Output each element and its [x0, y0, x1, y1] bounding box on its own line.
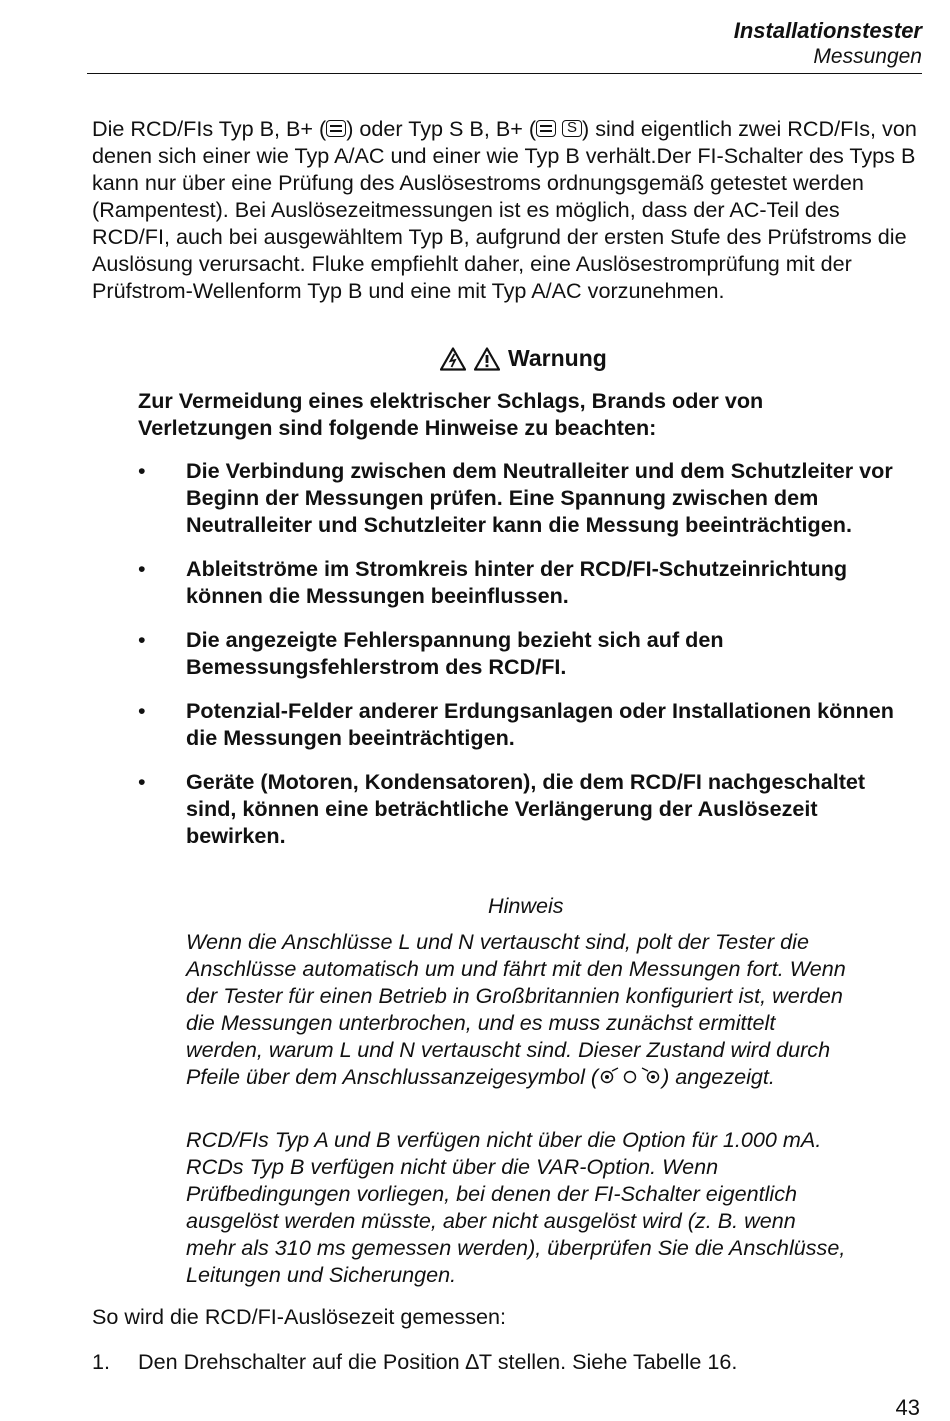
bullet: • — [138, 556, 146, 581]
note-paragraph-2: RCD/FIs Typ A und B verfügen nicht über die Option für 1.000 mA. RCDs Typ B verfügen nicht über die VAR-Option. Wenn Prüfbedingungen vorliegen, bei denen der FI-Schalter eigentlich ausgelöst werden müsste, aber nicht ausgelöst wird (z. B. wenn mehr als 310 ms gemessen werden), überprüfen Sie die Anschlüsse, Leitungen und Sicherungen. — [186, 1127, 846, 1287]
list-item — [138, 457, 898, 538]
dc-symbol-icon — [536, 120, 556, 137]
list-item — [138, 626, 898, 680]
bullet: • — [138, 769, 146, 794]
dc-symbol-icon — [326, 120, 346, 137]
warning-intro: Zur Vermeidung eines elektrischer Schlags, Brands oder von Verletzungen sind folgende Hinweise zu beachten: — [138, 388, 764, 440]
bullet: • — [138, 458, 146, 483]
warning-list — [138, 457, 898, 866]
intro-text-2: ) oder Typ S B, B+ ( — [346, 116, 537, 141]
header-subtitle: Messungen — [813, 45, 922, 68]
note-paragraph-1 — [186, 928, 846, 1090]
warning-title: Warnung — [508, 345, 607, 371]
step-number: 1. — [92, 1349, 111, 1374]
intro-paragraph — [92, 115, 922, 304]
intro-text-1: Die RCD/FIs Typ B, B+ ( — [92, 116, 327, 141]
list-item — [138, 555, 898, 609]
selective-s-icon: S — [562, 120, 582, 137]
page-number: 43 — [895, 1395, 920, 1420]
list-item — [138, 697, 898, 751]
list-item-text: Geräte (Motoren, Kondensatoren), die dem RCD/FI nachgeschaltet sind, können eine beträchtliche Verlängerung der Auslösezeit bewirken. — [186, 769, 866, 848]
header-rule — [87, 73, 922, 74]
list-item-text: Die angezeigte Fehlerspannung bezieht sich auf den Bemessungsfehlerstrom des RCD/FI. — [186, 627, 724, 679]
caution-warning-icon — [474, 347, 500, 371]
list-item — [138, 768, 898, 849]
list-item-text: Die Verbindung zwischen dem Neutralleiter und dem Schutzleiter vor Beginn der Messungen prüfen. Eine Spannung zwischen dem Neutralleiter und Schutzleiter kann die Messung beeinträchtigen. — [186, 458, 893, 537]
note-heading: Hinweis — [488, 893, 564, 918]
bullet: • — [138, 698, 146, 723]
procedure-intro: So wird die RCD/FI-Auslösezeit gemessen: — [92, 1304, 507, 1329]
list-item-text: Potenzial-Felder anderer Erdungsanlagen oder Installationen können die Messungen beeinträchtigen. — [186, 698, 894, 750]
header-title: Installationstester — [733, 18, 922, 43]
list-item-text: Ableitströme im Stromkreis hinter der RCD/FI-Schutzeinrichtung können die Messungen beeinflussen. — [186, 556, 848, 608]
intro-text-3: ) sind eigentlich zwei RCD/FIs, von denen sich einer wie Typ A/AC und einer wie Typ B verhält.Der FI-Schalter des Typs B kann nur über eine Prüfung des Auslösestroms ordnungsgemäß getestet werden (Rampentest). Bei Auslösezeitmessungen ist es möglich, dass der AC-Teil des RCD/FI, auch bei ausgewähltem Typ B, aufgrund der ersten Stufe des Prüfstroms die Auslösung verursacht. Fluke empfiehlt daher, eine Auslösestromprüfung mit der Prüfstrom-Wellenform Typ B und eine mit Typ A/AC vorzunehmen. — [92, 116, 917, 303]
step-text: Den Drehschalter auf die Position ∆T stellen. Siehe Tabelle 16. — [138, 1349, 738, 1374]
electric-shock-warning-icon — [440, 347, 466, 371]
bullet: • — [138, 627, 146, 652]
connection-indicator-icon — [598, 1067, 662, 1085]
note-text-1: Wenn die Anschlüsse L und N vertauscht sind, polt der Tester die Anschlüsse automatisch um und fährt mit den Messungen fort. Wenn der Tester für einen Betrieb in Großbritannien konfiguriert ist, werden die Messungen unterbrochen, und es muss zunächst ermittelt werden, warum L und N vertauscht sind. Dieser Zustand wird durch Pfeile über dem Anschlussanzeigesymbol ( — [186, 929, 846, 1089]
note-text-2: ) angezeigt. — [662, 1064, 775, 1089]
warning-heading — [440, 345, 607, 372]
